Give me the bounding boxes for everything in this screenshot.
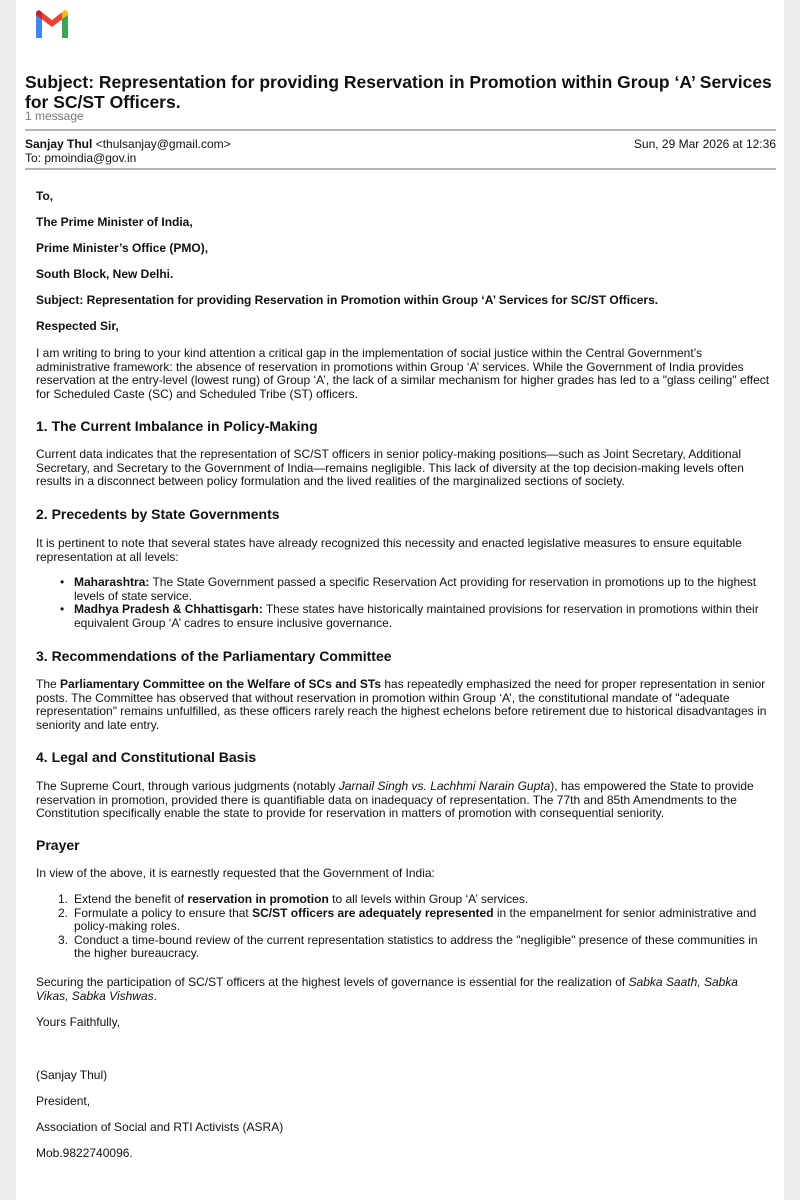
section-heading: 2. Precedents by State Governments	[36, 506, 280, 522]
list-item: • Maharashtra: The State Government passed a specific Reservation Act providing for reservation in promotions up to the highest levels of state service.	[58, 576, 771, 603]
section-heading: 3. Recommendations of the Parliamentary Committee	[36, 648, 392, 664]
sender-name: Sanjay Thul	[25, 137, 93, 151]
signoff: Yours Faithfully,	[36, 1015, 121, 1029]
email-date: Sun, 29 Mar 2026 at 12:36	[633, 137, 776, 151]
section-heading: Prayer	[36, 837, 80, 853]
email-page	[16, 0, 784, 1200]
recipient-line: To: pmoindia@gov.in	[25, 151, 137, 165]
section-heading: 1. The Current Imbalance in Policy-Making	[36, 418, 318, 434]
address-line: Prime Minister’s Office (PMO),	[36, 241, 209, 255]
section-paragraph: The Supreme Court, through various judgments (notably Jarnail Singh vs. Lachhmi Narain Gupta), has empowered the State to provide reservation in promotion, provided there is quantifiable data on inadequacy of representation. The 77th and 85th Amendments to the Constitution specifically enable the state to provide for reservation in matters of promotion with consequential seniority.	[36, 779, 754, 821]
section-paragraph: Current data indicates that the representation of SC/ST officers in senior policy-making positions—such as Joint Secretary, Additional Secretary, and Secretary to the Government of India—remains negligible. This lack of diversity at the top decision-making levels often results in a disconnect between policy formulation and the lived realities of the marginalized sections of society.	[36, 447, 744, 489]
signature-name: (Sanjay Thul)	[36, 1068, 108, 1082]
message-count: 1 message	[25, 109, 84, 123]
signature-organization: Association of Social and RTI Activists (ASRA)	[36, 1120, 284, 1134]
list-item: • Madhya Pradesh & Chhattisgarh: These states have historically maintained provisions for reservation in promotions within their equivalent Group ‘A’ cadres to ensure inclusive governance.	[58, 603, 771, 630]
section-paragraph: It is pertinent to note that several states have already recognized this necessity and enacted legislative measures to ensure equitable representation at all levels:	[36, 536, 742, 564]
letter-to: To,	[36, 189, 54, 203]
list-item: 3. Conduct a time-bound review of the current representation statistics to address the "negligible" presence of these communities in the higher bureaucracy.	[58, 932, 758, 961]
prayer-list	[58, 893, 771, 961]
address-line: The Prime Minister of India,	[36, 215, 193, 229]
state-precedents-list	[58, 576, 771, 630]
divider	[25, 129, 776, 131]
intro-paragraph: I am writing to bring to your kind attention a critical gap in the implementation of social justice within the Central Government’s administrative framework: the absence of reservation in promotions within Group ‘A’ services. While the Government of India provides reservation at the entry-level (lowest rung) of Group ‘A’, the lack of a similar mechanism for higher grades has led to a "glass ceiling" effect for Scheduled Caste (SC) and Scheduled Tribe (ST) officers.	[36, 346, 770, 401]
divider	[25, 168, 776, 170]
address-line: South Block, New Delhi.	[36, 267, 174, 281]
signature-mobile: Mob.9822740096.	[36, 1146, 133, 1160]
signature-title: President,	[36, 1094, 91, 1108]
letter-subject: Subject: Representation for providing Reservation in Promotion within Group ‘A’ Services for SC/ST Officers.	[36, 293, 659, 307]
gmail-logo-icon[interactable]	[34, 8, 70, 40]
closing-paragraph: Securing the participation of SC/ST officers at the highest levels of governance is essential for the realization of Sabka Saath, Sabka Vikas, Sabka Vishwas.	[36, 975, 738, 1003]
section-paragraph: The Parliamentary Committee on the Welfare of SCs and STs has repeatedly emphasized the need for proper representation in senior posts. The Committee has observed that without reservation in promotion within Group ‘A’, the constitutional mandate of "adequate representation" remains unfulfilled, as these officers rarely reach the highest echelons before retirement due to historical disadvantages in seniority and late entry.	[36, 677, 767, 732]
list-item: 1. Extend the benefit of reservation in promotion to all levels within Group ‘A’ services.	[58, 892, 529, 906]
list-item: 2. Formulate a policy to ensure that SC/ST officers are adequately represented in the empanelment for senior administrative and policy-making roles.	[58, 905, 757, 934]
section-heading: 4. Legal and Constitutional Basis	[36, 749, 257, 765]
salutation: Respected Sir,	[36, 319, 119, 333]
sender-line	[25, 137, 231, 151]
section-paragraph: In view of the above, it is earnestly requested that the Government of India:	[36, 866, 435, 880]
email-subject: Subject: Representation for providing Reservation in Promotion within Group ‘A’ Services for SC/ST Officers.	[25, 72, 772, 112]
sender-email[interactable]: <thulsanjay@gmail.com>	[95, 137, 231, 151]
